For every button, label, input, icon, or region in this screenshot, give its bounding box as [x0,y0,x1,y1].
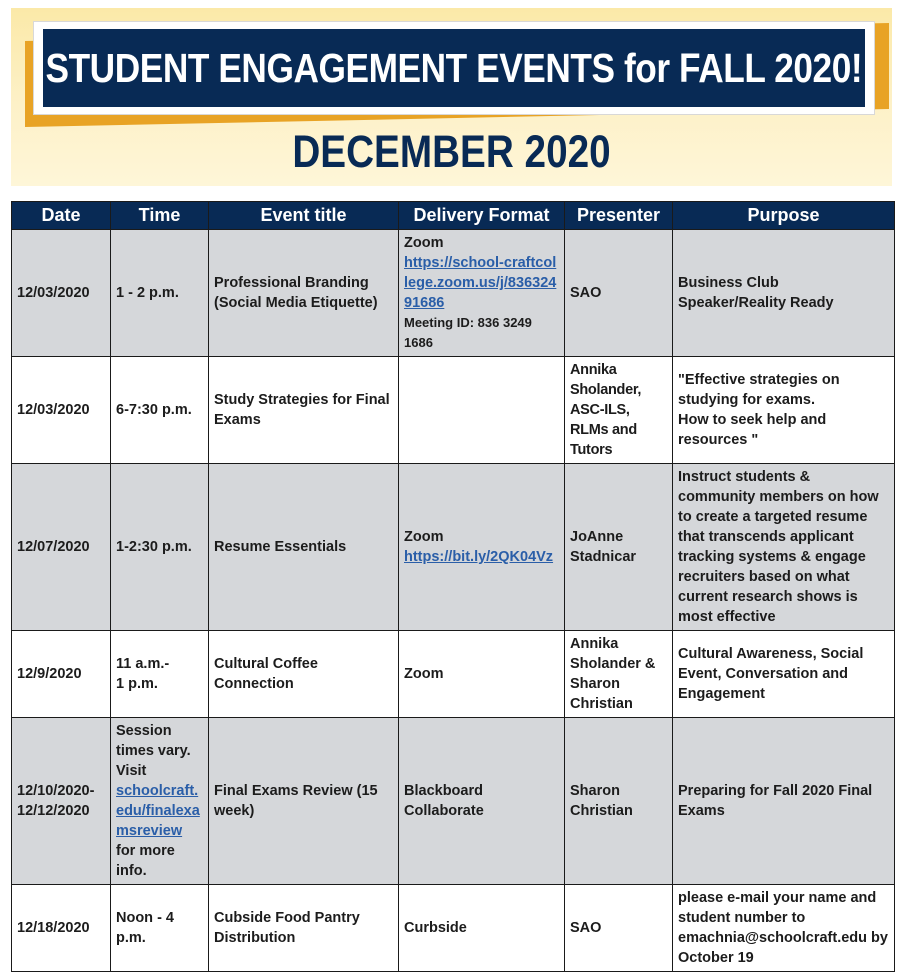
table-row [12,631,895,718]
page-title: STUDENT ENGAGEMENT EVENTS for FALL 2020! [45,44,863,91]
cell-presenter: SAO [565,230,673,357]
cell-date: 12/9/2020 [12,631,111,718]
cell-date: 12/03/2020 [12,230,111,357]
cell-event-title: Final Exams Review (15 week) [209,718,399,885]
month-subtitle: DECEMBER 2020 [292,126,611,177]
cell-delivery-format [399,230,565,357]
title-box [43,29,865,107]
cell-event-title: Cultural Coffee Connection [209,631,399,718]
cell-event-title: Cubside Food Pantry Distribution [209,885,399,972]
zoom-meeting-link[interactable]: https://school-craftcollege.zoom.us/j/83632491686 [404,255,557,311]
column-header-date: Date [12,202,111,230]
cell-time [111,631,209,718]
table-header-row [12,202,895,230]
cell-delivery-format [399,464,565,631]
cell-presenter: JoAnne Stadnicar [565,464,673,631]
table-row [12,464,895,631]
date-line: 12/12/2020 [17,803,90,819]
column-header-event-title: Event title [209,202,399,230]
cell-purpose: Instruct students & community members on how to create a targeted resume that transcends applicant tracking systems & engage recruiters based on what current research shows is most effective [673,464,895,631]
column-header-time: Time [111,202,209,230]
purpose-line: "Effective strategies on studying for exams. [678,372,840,408]
cell-time: 1 - 2 p.m. [111,230,209,357]
cell-time: 6-7:30 p.m. [111,357,209,464]
date-line: 12/10/2020- [17,783,95,799]
title-frame [33,21,875,115]
table-row [12,230,895,357]
table-row [12,885,895,972]
cell-purpose: Preparing for Fall 2020 Final Exams [673,718,895,885]
header-banner [11,8,892,186]
final-exams-review-link[interactable]: schoolcraft.edu/finalexamsreview [116,783,200,839]
cell-delivery-format [399,357,565,464]
delivery-label: Zoom [404,529,444,545]
table-row [12,718,895,885]
cell-event-title: Study Strategies for Final Exams [209,357,399,464]
cell-time: Noon - 4 p.m. [111,885,209,972]
column-header-purpose: Purpose [673,202,895,230]
cell-presenter: Annika Sholander, ASC-ILS, RLMs and Tutors [565,357,673,464]
time-line: 1 p.m. [116,676,158,692]
table-row [12,357,895,464]
column-header-presenter: Presenter [565,202,673,230]
cell-delivery-format: Blackboard Collaborate [399,718,565,885]
events-table [11,201,895,972]
bitly-link[interactable]: https://bit.ly/2QK04Vz [404,549,554,565]
cell-delivery-format: Curbside [399,885,565,972]
time-line: 11 a.m.- [116,656,170,672]
cell-purpose: Cultural Awareness, Social Event, Conversation and Engagement [673,631,895,718]
cell-time [111,718,209,885]
delivery-label: Zoom [404,235,444,251]
cell-delivery-format: Zoom [399,631,565,718]
meeting-id: Meeting ID: 836 3249 1686 [404,315,532,350]
cell-presenter: SAO [565,885,673,972]
cell-time: 1-2:30 p.m. [111,464,209,631]
cell-event-title: Professional Branding (Social Media Etiquette) [209,230,399,357]
cell-presenter: Annika Sholander & Sharon Christian [565,631,673,718]
cell-date: 12/18/2020 [12,885,111,972]
cell-date [12,718,111,885]
cell-event-title: Resume Essentials [209,464,399,631]
column-header-delivery-format: Delivery Format [399,202,565,230]
cell-date: 12/03/2020 [12,357,111,464]
cell-purpose: Business Club Speaker/Reality Ready [673,230,895,357]
cell-purpose [673,357,895,464]
purpose-line: How to seek help and resources " [678,412,827,448]
time-suffix: for more info. [116,843,175,879]
cell-purpose: please e-mail your name and student number to emachnia@schoolcraft.edu by October 19 [673,885,895,972]
cell-presenter: Sharon Christian [565,718,673,885]
cell-date: 12/07/2020 [12,464,111,631]
time-prefix: Session times vary. Visit [116,723,191,779]
